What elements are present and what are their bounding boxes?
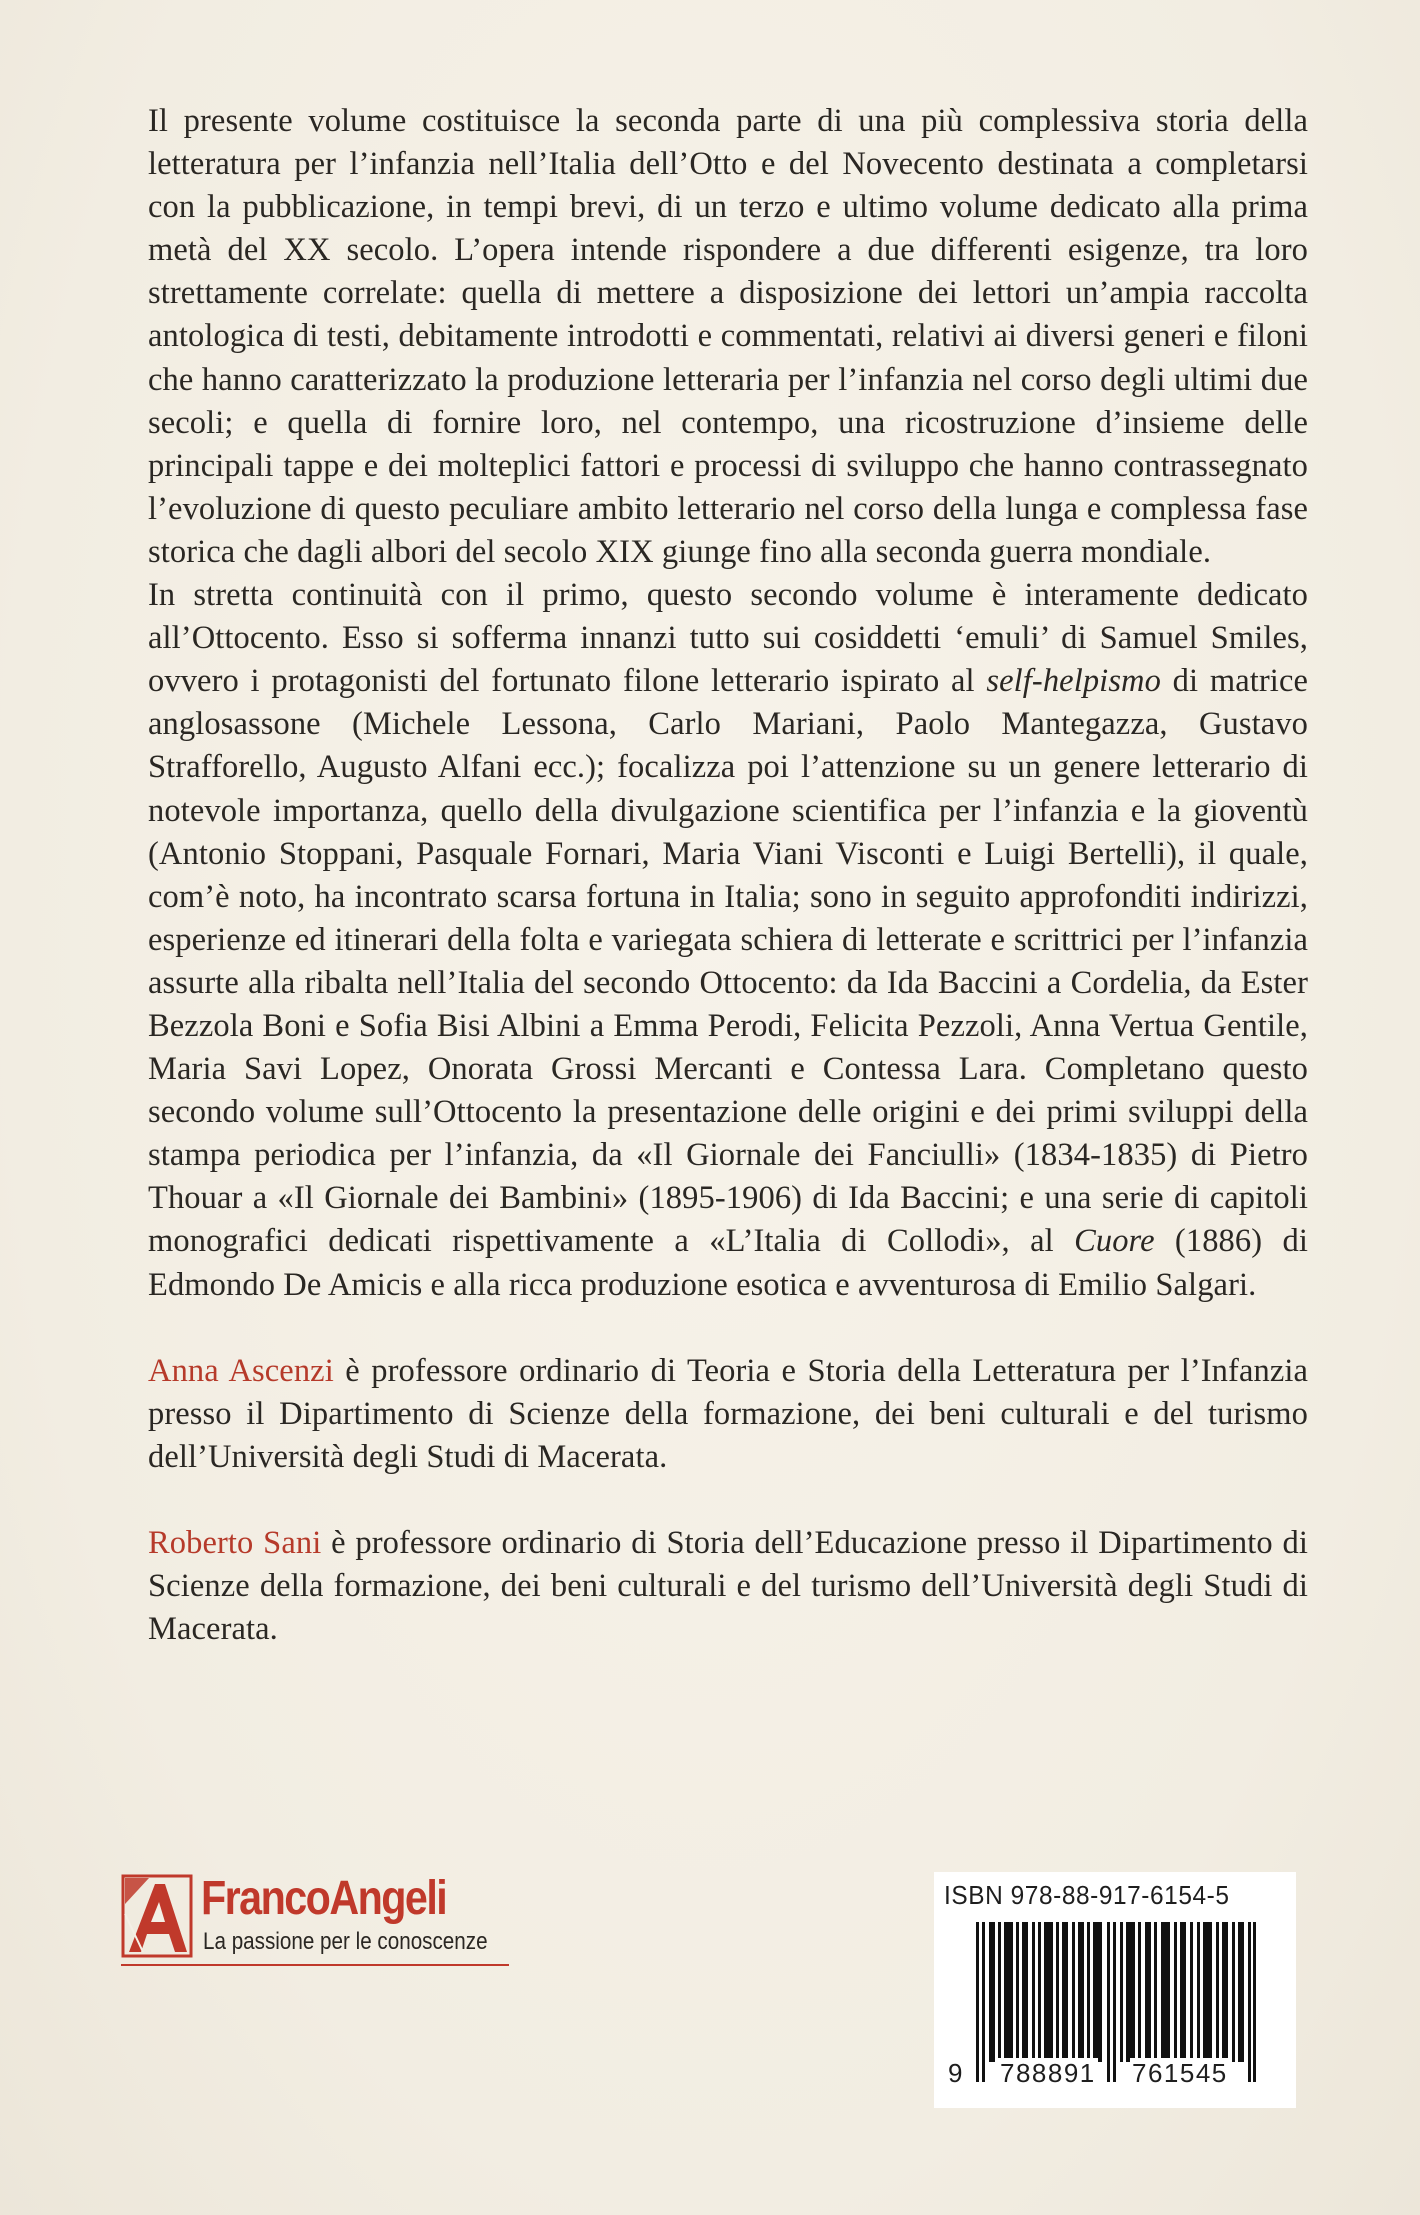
author-bio-text-1: è professore ordinario di Teoria e Storia della Letteratura per l’Infanzia presso il Dipartimento di Scienze della formazione, dei beni culturali e del turismo dell’Università degli Studi di Macerata.	[148, 1352, 1308, 1475]
author-bio-2	[148, 1522, 1308, 1651]
blurb-paragraph-2-part-b: di matrice anglosassone (Michele Lessona, Carlo Mariani, Paolo Mantegazza, Gustavo Strafforello, Augusto Alfani ecc.); focalizza poi l’attenzione su un genere letterario di notevole importanza, quello della divulgazione scientifica per l’infanzia e la gioventù (Antonio Stoppani, Pasquale Fornari, Maria Viani Visconti e Luigi Bertelli), il quale, com’è noto, ha incontrato scarsa fortuna in Italia; sono in seguito approfonditi indirizzi, esperienze ed itinerari della folta e variegata schiera di letterate e scrittrici per l’infanzia assurte alla ribalta nell’Italia del secondo Ottocento: da Ida Baccini a Cordelia, da Ester Bezzola Boni e Sofia Bisi Albini a Emma Perodi, Felicita Pezzoli, Anna Vertua Gentile, Maria Savi Lopez, Onorata Grossi Mercanti e Contessa Lara. Completano questo secondo volume sull’Ottocento la presentazione delle origini e dei primi sviluppi della stampa periodica per l’infanzia, da «Il Giornale dei Fanciulli» (1834-1835) di Pietro Thouar a «Il Giornale dei Bambini» (1895-1906) di Ida Baccini; e una serie di capitoli monografici dedicati rispettivamente a «L’Italia di Collodi», al	[148, 663, 1308, 1260]
barcode-digits-left: 788891	[1000, 2058, 1096, 2088]
blurb-paragraph-2-part-a: In stretta continuità con il primo, questo secondo volume è interamente dedicato all’Ottocento. Esso si sofferma innanzi tutto sui cosiddetti ‘emuli’ di Samuel Smiles, ovvero i protagonisti del fortunato filone letterario ispirato al	[148, 577, 1308, 700]
isbn-barcode-panel	[934, 1872, 1296, 2108]
logo-underline	[121, 1964, 509, 1966]
barcode-digit-first: 9	[948, 2058, 964, 2088]
blurb-italic-cuore: Cuore	[1074, 1223, 1155, 1260]
blurb-paragraph-2	[148, 574, 1308, 1307]
publisher-brand: FrancoAngeli	[201, 1872, 447, 1925]
blurb-italic-self-helpismo: self-helpismo	[986, 663, 1161, 700]
isbn-label: ISBN 978-88-917-6154-5	[944, 1880, 1230, 1910]
blurb-paragraph-2-part-c: (1886) di Edmondo De Amicis e alla ricca produzione esotica e avventurosa di Emilio Salgari.	[148, 1223, 1308, 1303]
author-bio-1	[148, 1350, 1308, 1479]
author-bio-text-2: è professore ordinario di Storia dell’Educazione presso il Dipartimento di Scienze della formazione, dei beni culturali e del turismo dell’Università degli Studi di Macerata.	[148, 1524, 1308, 1648]
barcode-digits-right: 761545	[1132, 2058, 1228, 2088]
francoangeli-logo-icon	[121, 1874, 193, 1958]
publisher-tagline: La passione per le conoscenze	[203, 1928, 488, 1955]
author-name-1: Anna Ascenzi	[148, 1352, 334, 1389]
author-name-2: Roberto Sani	[148, 1524, 322, 1561]
cover-blurb	[148, 100, 1308, 1651]
blurb-paragraph-1: Il presente volume costituisce la seconda parte di una più complessiva storia della letteratura per l’infanzia nell’Italia dell’Otto e del Novecento destinata a completarsi con la pubblicazione, in tempi brevi, di un terzo e ultimo volume dedicato alla prima metà del XX secolo. L’opera intende rispondere a due differenti esigenze, tra loro strettamente correlate: quella di mettere a disposizione dei lettori un’ampia raccolta antologica di testi, debitamente introdotti e commentati, relativi ai diversi generi e filoni che hanno caratterizzato la produzione letteraria per l’infanzia nel corso degli ultimi due secoli; e quella di fornire loro, nel contempo, una ricostruzione d’insieme delle principali tappe e dei molteplici fattori e processi di sviluppo che hanno contrassegnato l’evoluzione di questo peculiare ambito letterario nel corso della lunga e complessa fase storica che dagli albori del secolo XIX giunge fino alla seconda guerra mondiale.	[148, 103, 1308, 570]
publisher-logo	[121, 1872, 521, 1972]
